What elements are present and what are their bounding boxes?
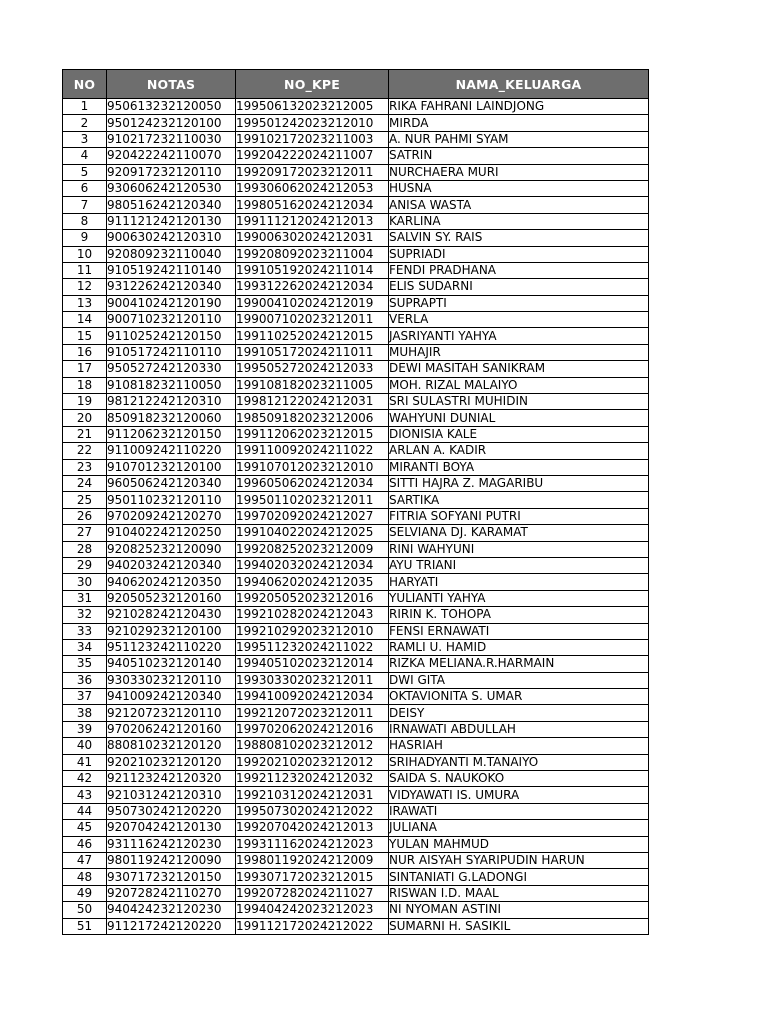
data-table <box>62 69 649 935</box>
table-row <box>63 459 649 475</box>
table-row <box>63 213 649 229</box>
table-row <box>63 902 649 918</box>
cell-no: 43 <box>63 787 107 803</box>
cell-notas: 911009242110220 <box>107 443 236 459</box>
cell-no-kpe: 199210312024212031 <box>236 787 389 803</box>
cell-no: 13 <box>63 295 107 311</box>
cell-notas: 930330232120110 <box>107 672 236 688</box>
table-row <box>63 99 649 115</box>
cell-no-kpe: 199209172023212011 <box>236 164 389 180</box>
cell-no-kpe: 199102172023211003 <box>236 131 389 147</box>
table-body <box>63 99 649 935</box>
cell-notas: 941009242120340 <box>107 689 236 705</box>
cell-notas: 911206232120150 <box>107 426 236 442</box>
cell-nama-keluarga: HARYATI <box>389 574 649 590</box>
cell-no-kpe: 199112062023212015 <box>236 426 389 442</box>
cell-no-kpe: 199702092024212027 <box>236 508 389 524</box>
cell-nama-keluarga: DIONISIA KALE <box>389 426 649 442</box>
cell-notas: 920809232110040 <box>107 246 236 262</box>
cell-no: 50 <box>63 902 107 918</box>
table-row <box>63 918 649 934</box>
cell-nama-keluarga: SITTI HAJRA Z. MAGARIBU <box>389 475 649 491</box>
cell-nama-keluarga: HASRIAH <box>389 738 649 754</box>
cell-no: 4 <box>63 148 107 164</box>
cell-nama-keluarga: RAMLI U. HAMID <box>389 639 649 655</box>
cell-no-kpe: 199110252024212015 <box>236 328 389 344</box>
cell-notas: 921029232120100 <box>107 623 236 639</box>
cell-no-kpe: 199208092023211004 <box>236 246 389 262</box>
cell-notas: 910517242110110 <box>107 344 236 360</box>
header-notas: NOTAS <box>107 70 236 99</box>
table-row <box>63 738 649 754</box>
cell-no: 35 <box>63 656 107 672</box>
cell-nama-keluarga: MOH. RIZAL MALAIYO <box>389 377 649 393</box>
cell-notas: 960506242120340 <box>107 475 236 491</box>
cell-no: 45 <box>63 820 107 836</box>
table-row <box>63 426 649 442</box>
cell-nama-keluarga: SELVIANA DJ. KARAMAT <box>389 525 649 541</box>
table-row <box>63 787 649 803</box>
header-nama-keluarga: NAMA_KELUARGA <box>389 70 649 99</box>
cell-no: 47 <box>63 852 107 868</box>
table-row <box>63 590 649 606</box>
cell-notas: 920917232120110 <box>107 164 236 180</box>
cell-no-kpe: 199312262024212034 <box>236 279 389 295</box>
cell-no: 9 <box>63 230 107 246</box>
cell-no-kpe: 198509182023212006 <box>236 410 389 426</box>
table-row <box>63 803 649 819</box>
cell-notas: 930717232120150 <box>107 869 236 885</box>
cell-no: 1 <box>63 99 107 115</box>
table-row <box>63 230 649 246</box>
cell-nama-keluarga: ANISA WASTA <box>389 197 649 213</box>
cell-notas: 950110232120110 <box>107 492 236 508</box>
cell-no-kpe: 199406202024212035 <box>236 574 389 590</box>
cell-no-kpe: 199505272024212033 <box>236 361 389 377</box>
cell-no-kpe: 199605062024212034 <box>236 475 389 491</box>
table-row <box>63 394 649 410</box>
cell-nama-keluarga: SUPRAPTI <box>389 295 649 311</box>
table-row <box>63 574 649 590</box>
cell-notas: 951123242110220 <box>107 639 236 655</box>
cell-no: 48 <box>63 869 107 885</box>
cell-notas: 921028242120430 <box>107 607 236 623</box>
header-no: NO <box>63 70 107 99</box>
cell-no-kpe: 199211232024212032 <box>236 771 389 787</box>
cell-notas: 900630242120310 <box>107 230 236 246</box>
cell-notas: 940203242120340 <box>107 557 236 573</box>
cell-no-kpe: 199110092024211022 <box>236 443 389 459</box>
cell-nama-keluarga: NURCHAERA MURI <box>389 164 649 180</box>
table-row <box>63 508 649 524</box>
table-row <box>63 344 649 360</box>
cell-no: 15 <box>63 328 107 344</box>
cell-no: 19 <box>63 394 107 410</box>
cell-notas: 950124232120100 <box>107 115 236 131</box>
table-row <box>63 475 649 491</box>
cell-nama-keluarga: RINI WAHYUNI <box>389 541 649 557</box>
cell-nama-keluarga: HUSNA <box>389 180 649 196</box>
cell-no: 6 <box>63 180 107 196</box>
cell-notas: 940424232120230 <box>107 902 236 918</box>
cell-no-kpe: 199402032024212034 <box>236 557 389 573</box>
table-row <box>63 262 649 278</box>
table-row <box>63 525 649 541</box>
cell-no-kpe: 199207282024211027 <box>236 885 389 901</box>
cell-notas: 911121242120130 <box>107 213 236 229</box>
cell-nama-keluarga: RIKA FAHRANI LAINDJONG <box>389 99 649 115</box>
cell-no-kpe: 199207042024212013 <box>236 820 389 836</box>
cell-no: 8 <box>63 213 107 229</box>
cell-no: 23 <box>63 459 107 475</box>
cell-no: 22 <box>63 443 107 459</box>
cell-no-kpe: 199202102023212012 <box>236 754 389 770</box>
header-no-kpe: NO_KPE <box>236 70 389 99</box>
cell-nama-keluarga: RIRIN K. TOHOPA <box>389 607 649 623</box>
cell-notas: 910818232110050 <box>107 377 236 393</box>
cell-nama-keluarga: WAHYUNI DUNIAL <box>389 410 649 426</box>
cell-nama-keluarga: MIRDA <box>389 115 649 131</box>
cell-nama-keluarga: SATRIN <box>389 148 649 164</box>
cell-nama-keluarga: KARLINA <box>389 213 649 229</box>
cell-no-kpe: 199105192024211014 <box>236 262 389 278</box>
cell-nama-keluarga: VIDYAWATI IS. UMURA <box>389 787 649 803</box>
cell-nama-keluarga: FENDI PRADHANA <box>389 262 649 278</box>
cell-no: 18 <box>63 377 107 393</box>
cell-nama-keluarga: NUR AISYAH SYARIPUDIN HARUN <box>389 852 649 868</box>
cell-notas: 980119242120090 <box>107 852 236 868</box>
cell-no: 20 <box>63 410 107 426</box>
cell-nama-keluarga: YULIANTI YAHYA <box>389 590 649 606</box>
table-row <box>63 754 649 770</box>
cell-nama-keluarga: MUHAJIR <box>389 344 649 360</box>
cell-no: 49 <box>63 885 107 901</box>
cell-no: 2 <box>63 115 107 131</box>
cell-nama-keluarga: MIRANTI BOYA <box>389 459 649 475</box>
cell-no: 11 <box>63 262 107 278</box>
cell-no: 41 <box>63 754 107 770</box>
cell-nama-keluarga: JASRIYANTI YAHYA <box>389 328 649 344</box>
cell-no-kpe: 199210292023212010 <box>236 623 389 639</box>
cell-no: 31 <box>63 590 107 606</box>
cell-nama-keluarga: SUMARNI H. SASIKIL <box>389 918 649 934</box>
cell-no-kpe: 199111212024212013 <box>236 213 389 229</box>
cell-nama-keluarga: DWI GITA <box>389 672 649 688</box>
cell-nama-keluarga: DEISY <box>389 705 649 721</box>
cell-notas: 921207232120110 <box>107 705 236 721</box>
cell-no: 39 <box>63 721 107 737</box>
cell-no-kpe: 199501242023212010 <box>236 115 389 131</box>
cell-notas: 920210232120120 <box>107 754 236 770</box>
cell-no: 14 <box>63 312 107 328</box>
cell-no-kpe: 199506132023212005 <box>236 99 389 115</box>
table-row <box>63 361 649 377</box>
table-row <box>63 771 649 787</box>
cell-notas: 920728242110270 <box>107 885 236 901</box>
cell-nama-keluarga: SRI SULASTRI MUHIDIN <box>389 394 649 410</box>
cell-no-kpe: 199511232024211022 <box>236 639 389 655</box>
table-row <box>63 443 649 459</box>
cell-no: 26 <box>63 508 107 524</box>
cell-notas: 921123242120320 <box>107 771 236 787</box>
cell-notas: 900410242120190 <box>107 295 236 311</box>
cell-no-kpe: 199812122024212031 <box>236 394 389 410</box>
cell-no-kpe: 199210282024212043 <box>236 607 389 623</box>
cell-notas: 911217242120220 <box>107 918 236 934</box>
cell-no-kpe: 199801192024212009 <box>236 852 389 868</box>
cell-nama-keluarga: FITRIA SOFYANI PUTRI <box>389 508 649 524</box>
cell-no: 28 <box>63 541 107 557</box>
cell-no: 37 <box>63 689 107 705</box>
table-row <box>63 279 649 295</box>
cell-nama-keluarga: OKTAVIONITA S. UMAR <box>389 689 649 705</box>
cell-notas: 910402242120250 <box>107 525 236 541</box>
cell-nama-keluarga: ELIS SUDARNI <box>389 279 649 295</box>
cell-nama-keluarga: YULAN MAHMUD <box>389 836 649 852</box>
cell-no-kpe: 199105172024211011 <box>236 344 389 360</box>
cell-nama-keluarga: SALVIN SY. RAIS <box>389 230 649 246</box>
table-row <box>63 410 649 426</box>
table-row <box>63 131 649 147</box>
cell-no: 32 <box>63 607 107 623</box>
table-header <box>63 70 649 99</box>
cell-nama-keluarga: AYU TRIANI <box>389 557 649 573</box>
cell-notas: 900710232120110 <box>107 312 236 328</box>
cell-no-kpe: 199007102023212011 <box>236 312 389 328</box>
cell-no: 5 <box>63 164 107 180</box>
table-row <box>63 885 649 901</box>
cell-notas: 940620242120350 <box>107 574 236 590</box>
cell-no-kpe: 199208252023212009 <box>236 541 389 557</box>
cell-no: 30 <box>63 574 107 590</box>
cell-no: 34 <box>63 639 107 655</box>
cell-notas: 950730242120220 <box>107 803 236 819</box>
header-row <box>63 70 649 99</box>
cell-no: 44 <box>63 803 107 819</box>
cell-no-kpe: 199205052023212016 <box>236 590 389 606</box>
table-row <box>63 164 649 180</box>
cell-no-kpe: 199108182023211005 <box>236 377 389 393</box>
table-row <box>63 197 649 213</box>
cell-notas: 931226242120340 <box>107 279 236 295</box>
cell-notas: 920422242110070 <box>107 148 236 164</box>
cell-notas: 950613232120050 <box>107 99 236 115</box>
table-row <box>63 115 649 131</box>
cell-no-kpe: 199212072023212011 <box>236 705 389 721</box>
cell-no-kpe: 199805162024212034 <box>236 197 389 213</box>
cell-no-kpe: 199307172023212015 <box>236 869 389 885</box>
table-row <box>63 852 649 868</box>
cell-no: 46 <box>63 836 107 852</box>
cell-no-kpe: 199004102024212019 <box>236 295 389 311</box>
cell-no-kpe: 199702062024212016 <box>236 721 389 737</box>
table-row <box>63 148 649 164</box>
cell-no: 29 <box>63 557 107 573</box>
table-row <box>63 836 649 852</box>
cell-no: 36 <box>63 672 107 688</box>
table-row <box>63 328 649 344</box>
table-row <box>63 492 649 508</box>
cell-nama-keluarga: SINTANIATI G.LADONGI <box>389 869 649 885</box>
cell-nama-keluarga: RISWAN I.D. MAAL <box>389 885 649 901</box>
table-row <box>63 246 649 262</box>
cell-notas: 920825232120090 <box>107 541 236 557</box>
cell-notas: 920704242120130 <box>107 820 236 836</box>
cell-no-kpe: 199204222024211007 <box>236 148 389 164</box>
cell-no: 42 <box>63 771 107 787</box>
cell-no: 33 <box>63 623 107 639</box>
table-row <box>63 705 649 721</box>
cell-notas: 970209242120270 <box>107 508 236 524</box>
cell-nama-keluarga: JULIANA <box>389 820 649 836</box>
table-row <box>63 639 649 655</box>
cell-no-kpe: 199507302024212022 <box>236 803 389 819</box>
cell-nama-keluarga: A. NUR PAHMI SYAM <box>389 131 649 147</box>
cell-notas: 910519242110140 <box>107 262 236 278</box>
table-row <box>63 377 649 393</box>
cell-nama-keluarga: SARTIKA <box>389 492 649 508</box>
cell-nama-keluarga: IRAWATI <box>389 803 649 819</box>
cell-notas: 970206242120160 <box>107 721 236 737</box>
cell-no: 10 <box>63 246 107 262</box>
table-row <box>63 672 649 688</box>
cell-notas: 910217232110030 <box>107 131 236 147</box>
cell-notas: 910701232120100 <box>107 459 236 475</box>
cell-no-kpe: 199104022024212025 <box>236 525 389 541</box>
table-row <box>63 820 649 836</box>
cell-no: 27 <box>63 525 107 541</box>
cell-no-kpe: 199306062024212053 <box>236 180 389 196</box>
cell-no-kpe: 199501102023212011 <box>236 492 389 508</box>
cell-no: 25 <box>63 492 107 508</box>
cell-no-kpe: 199112172024212022 <box>236 918 389 934</box>
cell-nama-keluarga: VERLA <box>389 312 649 328</box>
cell-no: 16 <box>63 344 107 360</box>
table-row <box>63 312 649 328</box>
table-row <box>63 295 649 311</box>
table-row <box>63 557 649 573</box>
cell-notas: 931116242120230 <box>107 836 236 852</box>
cell-no: 21 <box>63 426 107 442</box>
cell-no-kpe: 199410092024212034 <box>236 689 389 705</box>
cell-nama-keluarga: SAIDA S. NAUKOKO <box>389 771 649 787</box>
cell-notas: 921031242120310 <box>107 787 236 803</box>
cell-no: 40 <box>63 738 107 754</box>
cell-notas: 980516242120340 <box>107 197 236 213</box>
table-row <box>63 689 649 705</box>
table-row <box>63 869 649 885</box>
cell-notas: 911025242120150 <box>107 328 236 344</box>
cell-no: 7 <box>63 197 107 213</box>
cell-notas: 930606242120530 <box>107 180 236 196</box>
cell-nama-keluarga: DEWI MASITAH SANIKRAM <box>389 361 649 377</box>
cell-no: 24 <box>63 475 107 491</box>
cell-no-kpe: 199303302023212011 <box>236 672 389 688</box>
cell-no: 38 <box>63 705 107 721</box>
cell-nama-keluarga: FENSI ERNAWATI <box>389 623 649 639</box>
cell-no-kpe: 199404242023212023 <box>236 902 389 918</box>
cell-nama-keluarga: IRNAWATI ABDULLAH <box>389 721 649 737</box>
cell-notas: 950527242120330 <box>107 361 236 377</box>
cell-nama-keluarga: RIZKA MELIANA.R.HARMAIN <box>389 656 649 672</box>
cell-nama-keluarga: NI NYOMAN ASTINI <box>389 902 649 918</box>
cell-no: 12 <box>63 279 107 295</box>
cell-notas: 920505232120160 <box>107 590 236 606</box>
table-row <box>63 721 649 737</box>
cell-notas: 940510232120140 <box>107 656 236 672</box>
cell-no-kpe: 199405102023212014 <box>236 656 389 672</box>
table-row <box>63 541 649 557</box>
cell-nama-keluarga: ARLAN A. KADIR <box>389 443 649 459</box>
table-row <box>63 656 649 672</box>
cell-no: 51 <box>63 918 107 934</box>
cell-notas: 850918232120060 <box>107 410 236 426</box>
cell-nama-keluarga: SRIHADYANTI M.TANAIYO <box>389 754 649 770</box>
cell-notas: 981212242120310 <box>107 394 236 410</box>
cell-no-kpe: 199006302024212031 <box>236 230 389 246</box>
cell-notas: 880810232120120 <box>107 738 236 754</box>
cell-no: 17 <box>63 361 107 377</box>
cell-no: 3 <box>63 131 107 147</box>
cell-no-kpe: 198808102023212012 <box>236 738 389 754</box>
table-row <box>63 623 649 639</box>
table-row <box>63 180 649 196</box>
cell-no-kpe: 199107012023212010 <box>236 459 389 475</box>
cell-no-kpe: 199311162024212023 <box>236 836 389 852</box>
cell-nama-keluarga: SUPRIADI <box>389 246 649 262</box>
table-row <box>63 607 649 623</box>
